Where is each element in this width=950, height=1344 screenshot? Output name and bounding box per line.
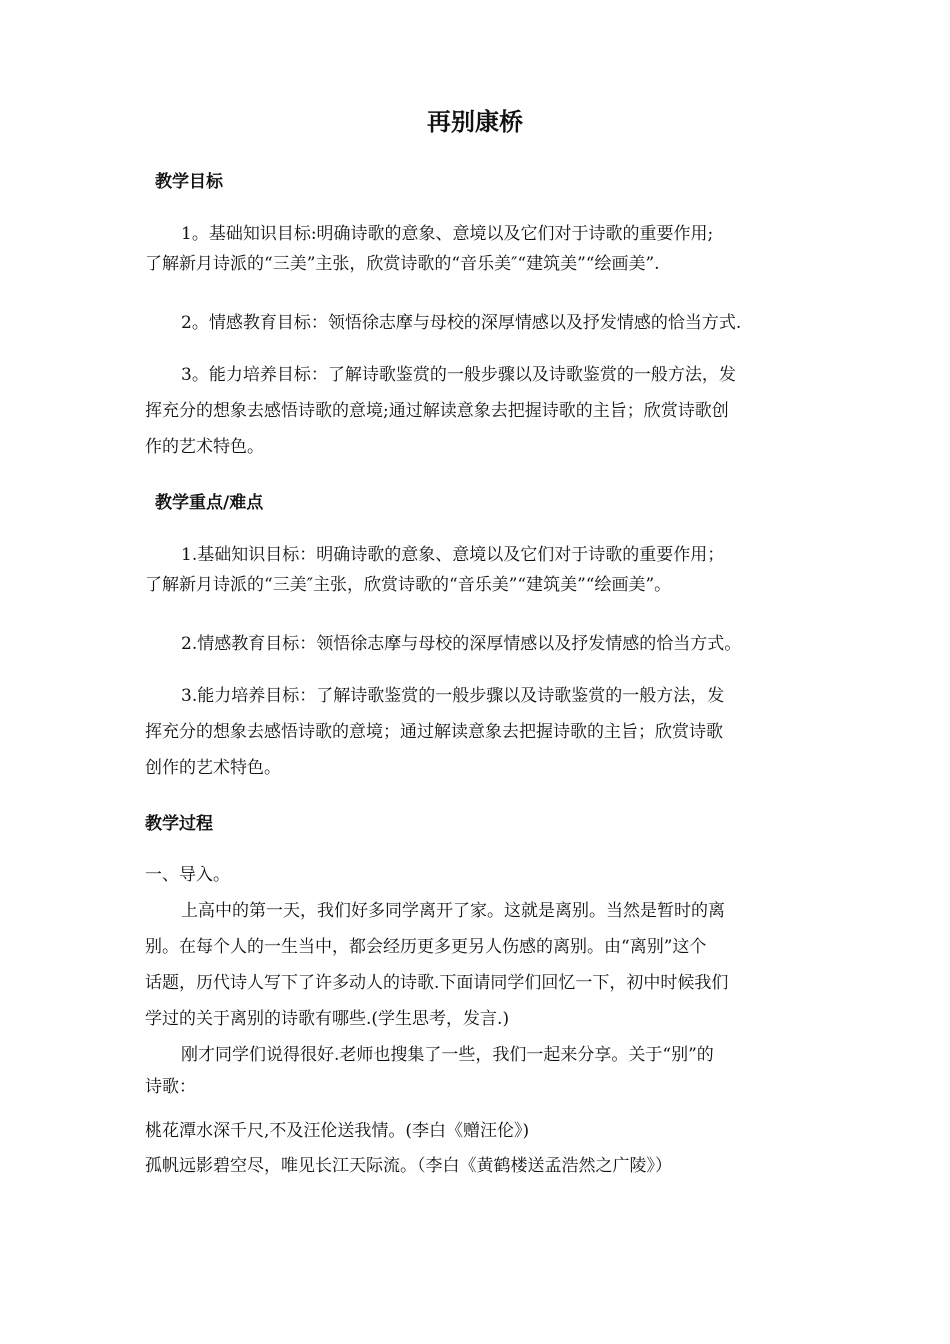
objectives-item-2-text: 2。情感教育目标：领悟徐志摩与母校的深厚情感以及抒发情感的恰当方式. (181, 313, 742, 333)
objectives-item-3-line-3: 作的艺术特色。 (145, 437, 264, 457)
document-title: 再别康桥 (427, 108, 523, 136)
objectives-item-1 (145, 216, 825, 282)
process-p1-line-2: 别。在每个人的一生当中，都会经历更多更另人伤感的离别。由“离别”这个 (145, 937, 707, 957)
key-points-item-2-text: 2.情感教育目标：领悟徐志摩与母校的深厚情感以及抒发情感的恰当方式。 (181, 634, 742, 654)
key-points-item-1 (145, 537, 825, 603)
heading-objectives: 教学目标 (155, 172, 223, 192)
objectives-item-3 (145, 357, 825, 465)
process-poem-2-text: 孤帆远影碧空尽，唯见长江天际流。（李白《黄鹤楼送孟浩然之广陵》） (145, 1156, 672, 1176)
key-points-item-3-line-2: 挥充分的想象去感悟诗歌的意境；通过解读意象去把握诗歌的主旨；欣赏诗歌 (145, 722, 723, 742)
process-p1-line-1: 上高中的第一天，我们好多同学离开了家。这就是离别。当然是暂时的离 (181, 901, 725, 921)
key-points-item-1-line-1: 1.基础知识目标：明确诗歌的意象、意境以及它们对于诗歌的重要作用； (181, 545, 725, 565)
process-p1-line-4: 学过的关于离别的诗歌有哪些.(学生思考，发言.) (145, 1009, 510, 1029)
objectives-item-1-line-1: 1。基础知识目标:明确诗歌的意象、意境以及它们对于诗歌的重要作用; (181, 224, 714, 244)
objectives-item-3-line-1: 3。能力培养目标：了解诗歌鉴赏的一般步骤以及诗歌鉴赏的一般方法，发 (181, 365, 736, 385)
process-poem-1-text: 桃花潭水深千尺,不及汪伦送我情。(李白《赠汪伦》) (145, 1121, 530, 1141)
key-points-item-3 (145, 678, 825, 786)
objectives-item-3-line-2: 挥充分的想象去感悟诗歌的意境;通过解读意象去把握诗歌的主旨；欣赏诗歌创 (145, 401, 729, 421)
process-poem-2 (145, 1148, 825, 1184)
process-paragraph-2 (145, 1037, 825, 1105)
key-points-item-1-line-2: 了解新月诗派的“三美″主张，欣赏诗歌的“音乐美”“建筑美”“绘画美”。 (145, 575, 672, 595)
key-points-item-2 (145, 626, 825, 662)
process-p2-line-2: 诗歌： (145, 1077, 196, 1097)
key-points-item-3-line-3: 创作的艺术特色。 (145, 758, 281, 778)
process-step-1-text: 一、导入。 (145, 865, 230, 885)
process-p1-line-3: 话题，历代诗人写下了许多动人的诗歌.下面请同学们回忆一下，初中时候我们 (145, 973, 729, 993)
heading-key-points: 教学重点/难点 (155, 493, 264, 513)
process-poem-1 (145, 1113, 825, 1149)
objectives-item-1-line-2: 了解新月诗派的“三美”主张，欣赏诗歌的“音乐美″“建筑美”“绘画美”. (145, 254, 660, 274)
process-paragraph-1 (145, 893, 825, 1037)
key-points-item-3-line-1: 3.能力培养目标：了解诗歌鉴赏的一般步骤以及诗歌鉴赏的一般方法，发 (181, 686, 725, 706)
heading-process: 教学过程 (145, 814, 213, 834)
process-step-1 (145, 857, 825, 893)
objectives-item-2 (145, 305, 825, 341)
process-p2-line-1: 刚才同学们说得很好.老师也搜集了一些，我们一起来分享。关于“别”的 (181, 1045, 714, 1065)
